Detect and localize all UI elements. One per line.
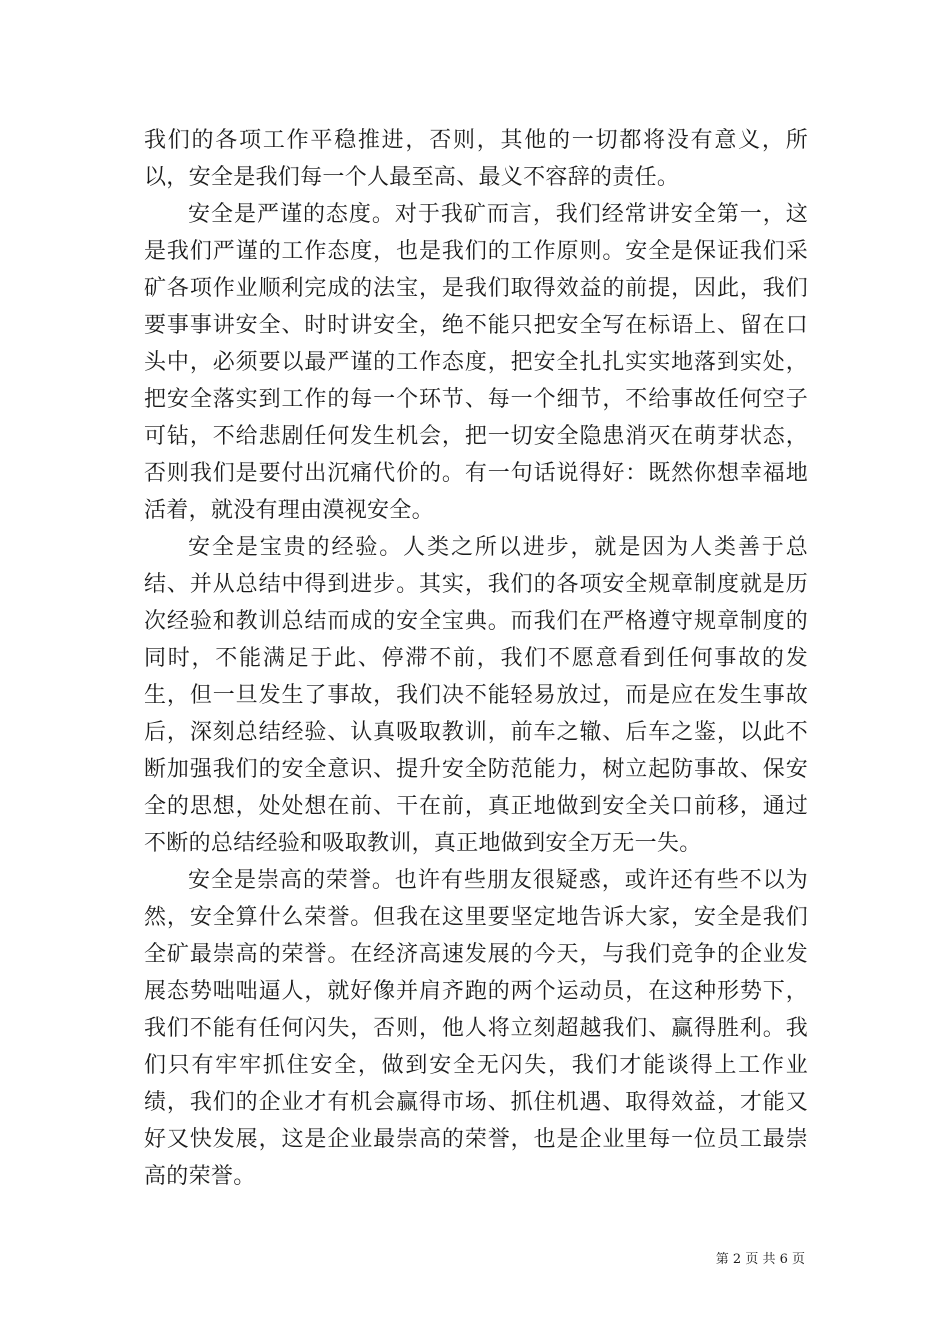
paragraph-lofty-honor: 安全是崇高的荣誉。也许有些朋友很疑惑，或许还有些不以为然，安全算什么荣誉。但我在这里要坚定地告诉大家，安全是我们全矿最崇高的荣誉。在经济高速发展的今天，与我们竞争的企业发展态势咄咄逼人，就好像并肩齐跑的两个运动员，在这种形势下，我们不能有任何闪失，否则，他人将立刻超越我们、赢得胜利。我们只有牢牢抓住安全，做到安全无闪失，我们才能谈得上工作业绩，我们的企业才有机会赢得市场、抓住机遇、取得效益，才能又好又快发展，这是企业最崇高的荣誉，也是企业里每一位员工最崇高的荣誉。 bbox=[144, 868, 808, 1189]
paragraph-continuation: 我们的各项工作平稳推进，否则，其他的一切都将没有意义，所以，安全是我们每一个人最至高、最义不容辞的责任。 bbox=[144, 128, 808, 190]
paragraph-valuable-experience: 安全是宝贵的经验。人类之所以进步，就是因为人类善于总结、并从总结中得到进步。其实，我们的各项安全规章制度就是历次经验和教训总结而成的安全宝典。而我们在严格遵守规章制度的同时，不能满足于此、停滞不前，我们不愿意看到任何事故的发生，但一旦发生了事故，我们决不能轻易放过，而是应在发生事故后，深刻总结经验、认真吸取教训，前车之辙、后车之鉴，以此不断加强我们的安全意识、提升安全防范能力，树立起防事故、保安全的思想，处处想在前、干在前，真正地做到安全关口前移，通过不断的总结经验和吸取教训，真正地做到安全万无一失。 bbox=[144, 535, 808, 856]
paragraph-rigorous-attitude: 安全是严谨的态度。对于我矿而言，我们经常讲安全第一，这是我们严谨的工作态度，也是我们的工作原则。安全是保证我们采矿各项作业顺利完成的法宝，是我们取得效益的前提，因此，我们要事事讲安全、时时讲安全，绝不能只把安全写在标语上、留在口头中，必须要以最严谨的工作态度，把安全扎扎实实地落到实处，把安全落实到工作的每一个环节、每一个细节，不给事故任何空子可钻，不给悲剧任何发生机会，把一切安全隐患消灭在萌芽状态，否则我们是要付出沉痛代价的。有一句话说得好：既然你想幸福地活着，就没有理由漠视安全。 bbox=[144, 202, 808, 523]
page-number-footer: 第 2 页 共 6 页 bbox=[715, 1252, 805, 1267]
document-body bbox=[144, 122, 808, 1195]
